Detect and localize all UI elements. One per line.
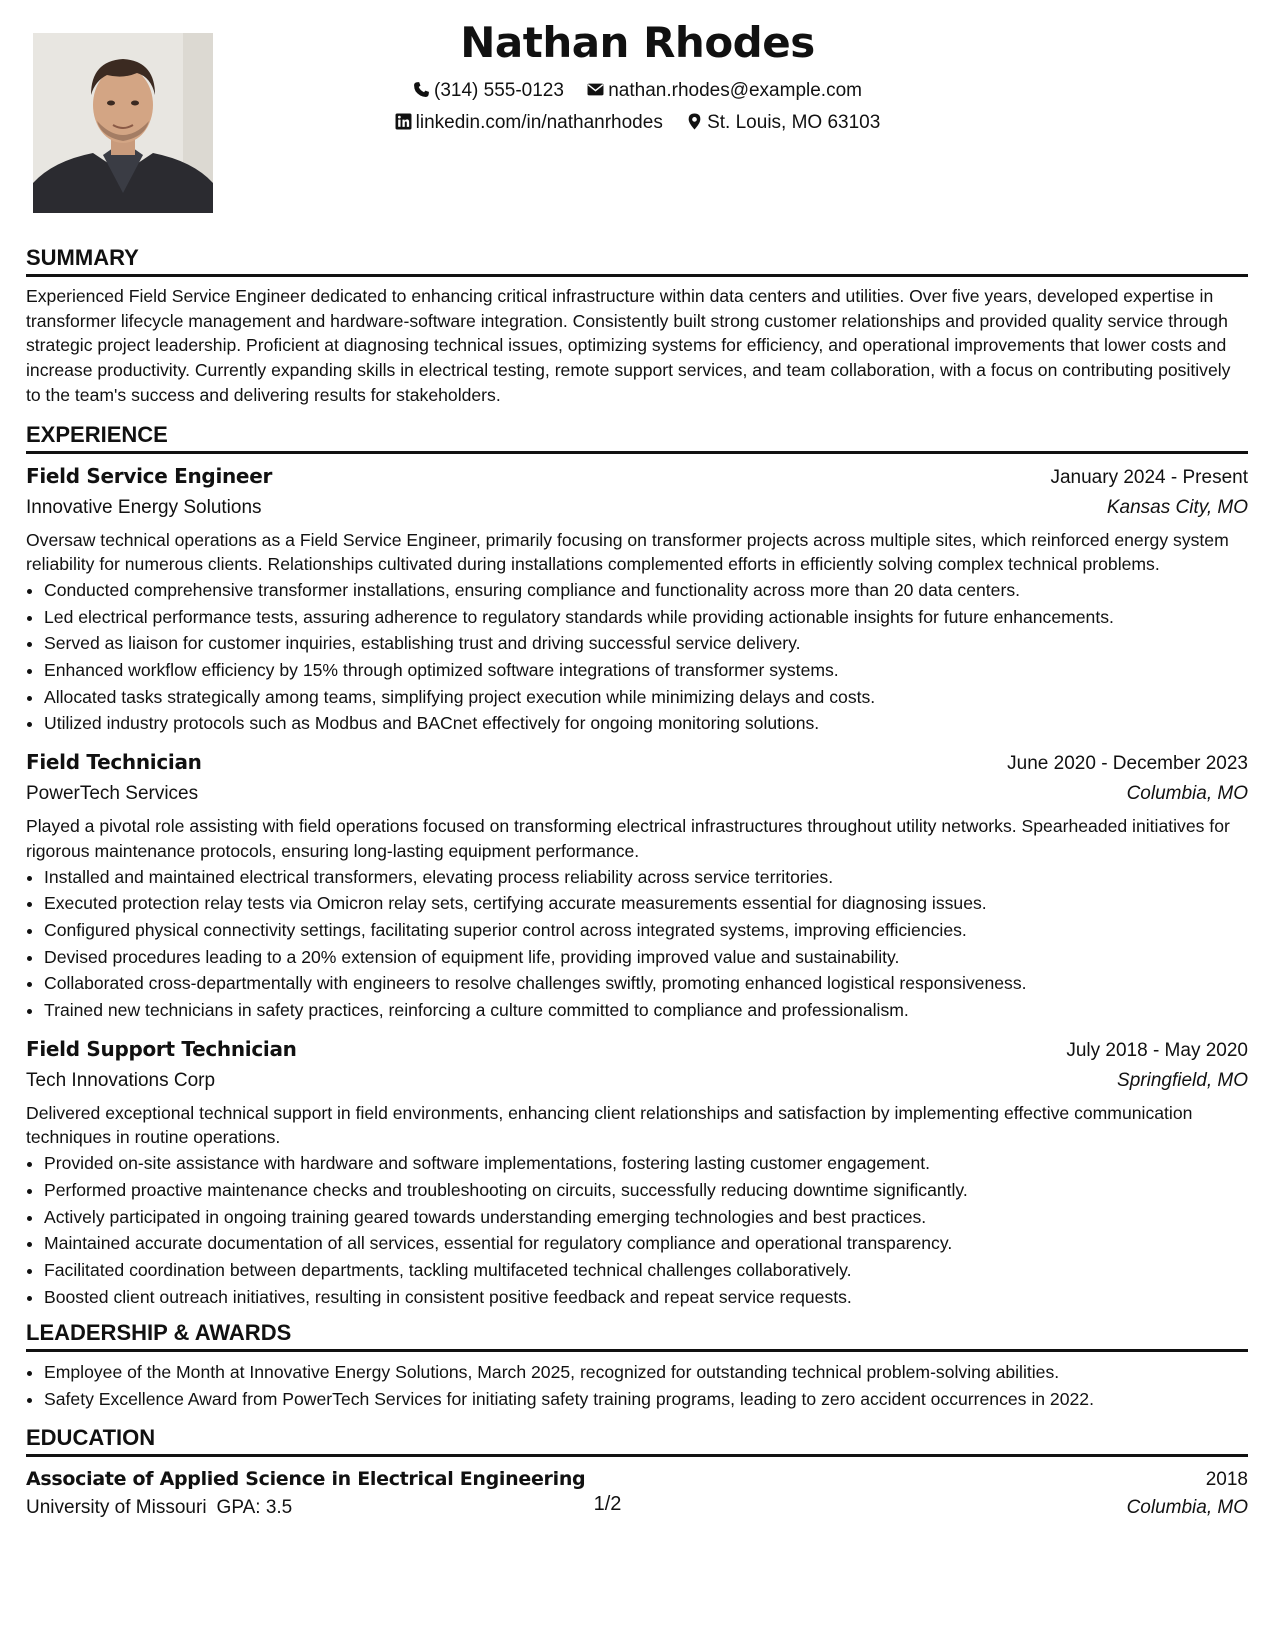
job-bullet: • Led electrical performance tests, assuring adherence to regulatory standards while providing actionable insights for future enhancements. [44,604,1248,631]
job-bullet: • Trained new technicians in safety practices, reinforcing a culture committed to compliance and professionalism. [44,997,1248,1024]
education-degree: Associate of Applied Science in Electrical Engineering [26,1467,586,1490]
job-bullet: • Enhanced workflow efficiency by 15% through optimized software integrations of transformer systems. [44,657,1248,684]
education-school: University of Missouri [26,1496,207,1518]
phone-icon [413,81,430,98]
phone-text: (314) 555-0123 [434,80,564,101]
summary-text: Experienced Field Service Engineer dedicated to enhancing critical infrastructure within data centers and utilities. Over five years, developed expertise in transformer lifecycle management and hardware-software integration. Consistently built strong customer relationships and provided quality service through strategic project leadership. Proficient at diagnosing technical issues, optimizing systems for efficiency, and operational improvements that lower costs and increase productivity. Currently expanding skills in electrical testing, remote support services, and team collaboration, with a focus on contributing positively to the team's success and delivering results for stakeholders. [26,286,1231,405]
linkedin-icon [395,113,412,130]
job-bullet: • Facilitated coordination between departments, tackling multifaceted technical challenges collaboratively. [44,1257,1248,1284]
page-number: 1/2 [593,1493,622,1515]
job-location: Columbia, MO [1126,783,1248,805]
job-description: Delivered exceptional technical support in field environments, enhancing client relationships and satisfaction by implementing effective communication techniques in routine operations. [26,1102,1193,1148]
contact-location [686,111,880,135]
award-item: • Employee of the Month at Innovative Energy Solutions, March 2025, recognized for outstanding technical problem-solving abilities. [44,1359,1248,1386]
experience-heading: EXPERIENCE [26,422,1248,454]
resume-body [26,245,1248,1521]
job-entry [26,461,1248,738]
awards-section [26,1320,1248,1412]
job-bullet: • Configured physical connectivity settings, facilitating superior control across integrated systems, improving efficiencies. [44,917,1248,944]
job-bullet: • Conducted comprehensive transformer installations, ensuring compliance and functionality across more than 20 data centers. [44,577,1248,604]
education-location: Columbia, MO [1126,1496,1248,1518]
job-bullet: • Installed and maintained electrical transformers, elevating process reliability across service territories. [44,864,1248,891]
candidate-name: Nathan Rhodes [460,18,815,67]
education-year: 2018 [1205,1468,1248,1490]
summary-heading: SUMMARY [26,245,1248,277]
awards-heading: LEADERSHIP & AWARDS [26,1320,1248,1352]
job-company: Tech Innovations Corp [26,1069,216,1091]
job-bullet: • Collaborated cross-departmentally with engineers to resolve challenges swiftly, promoting enhanced logistical responsiveness. [44,970,1248,997]
contact-linkedin[interactable] [395,111,663,135]
job-bullet: • Allocated tasks strategically among teams, simplifying project execution while minimizing delays and costs. [44,684,1248,711]
awards-list [26,1359,1248,1412]
job-bullet: • Boosted client outreach initiatives, resulting in consistent positive feedback and repeat service requests. [44,1284,1248,1311]
contact-email[interactable] [587,79,862,103]
award-item: • Safety Excellence Award from PowerTech Services for initiating safety training programs, leading to zero accident occurrences in 2022. [44,1386,1248,1413]
job-bullet: • Served as liaison for customer inquiries, establishing trust and driving successful service delivery. [44,630,1248,657]
job-bullet: • Devised procedures leading to a 20% extension of equipment life, providing improved value and sustainability. [44,944,1248,971]
job-location: Springfield, MO [1117,1069,1248,1091]
education-heading: EDUCATION [26,1425,1248,1457]
job-description: Played a pivotal role assisting with field operations focused on transforming electrical infrastructures throughout utility networks. Spearheaded initiatives for rigorous maintenance protocols, ensuring long-lasting equipment performance. [26,816,1230,861]
summary-section [26,245,1248,408]
job-bullet: • Actively participated in ongoing training geared towards understanding emerging technologies and best practices. [44,1204,1248,1231]
job-bullet: • Executed protection relay tests via Omicron relay sets, certifying accurate measurements essential for diagnosing issues. [44,890,1248,917]
contact-row-primary [0,79,1275,103]
map-pin-icon [686,113,703,130]
job-bullet: • Provided on-site assistance with hardware and software implementations, fostering lasting customer engagement. [44,1150,1248,1177]
location-text: St. Louis, MO 63103 [707,112,881,133]
job-bullet: • Maintained accurate documentation of all services, essential for regulatory compliance and operational transparency. [44,1230,1248,1257]
job-dates: June 2020 - December 2023 [1007,753,1248,775]
job-dates: January 2024 - Present [1050,466,1248,488]
linkedin-text: linkedin.com/in/nathanrhodes [415,112,663,133]
job-dates: July 2018 - May 2020 [1066,1039,1248,1061]
job-description: Oversaw technical operations as a Field Service Engineer, primarily focusing on transformer projects across multiple sites, which reinforced energy system reliability for numerous clients. Relationships cultivated during installations complemented efforts in efficiently solving complex technical problems. [26,529,1229,575]
job-company: Innovative Energy Solutions [26,496,262,518]
email-text: nathan.rhodes@example.com [608,80,862,101]
job-bullets [26,577,1248,737]
job-bullets [26,1150,1248,1310]
job-entry [26,1034,1248,1311]
envelope-icon [587,81,604,98]
job-bullets [26,864,1248,1024]
job-entry [26,747,1248,1024]
job-company: PowerTech Services [26,783,199,805]
education-gpa: GPA: 3.5 [216,1496,293,1518]
experience-section [26,422,1248,1311]
job-bullet: • Performed proactive maintenance checks and troubleshooting on circuits, successfully reducing downtime significantly. [44,1177,1248,1204]
job-title: Field Technician [26,750,202,775]
job-bullet: • Utilized industry protocols such as Modbus and BACnet effectively for ongoing monitoring solutions. [44,710,1248,737]
job-title: Field Service Engineer [26,463,273,488]
contact-phone[interactable] [413,79,564,103]
job-title: Field Support Technician [26,1036,297,1061]
contact-row-secondary [0,111,1275,135]
job-location: Kansas City, MO [1106,496,1248,518]
